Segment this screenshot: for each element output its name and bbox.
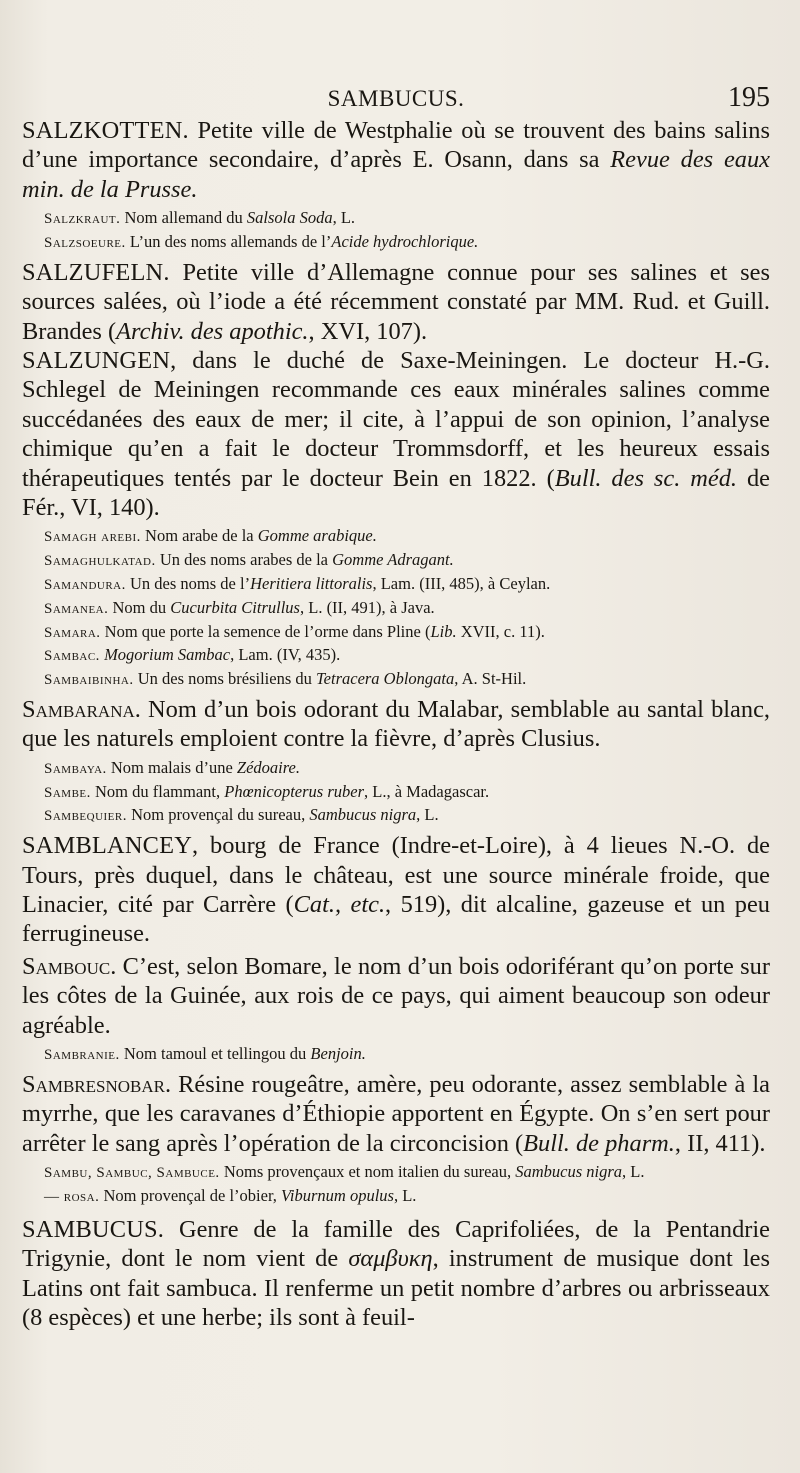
entry-samagh-arebi: Samagh arebi. Nom arabe de la Gomme arabique. (44, 526, 377, 546)
entry-sambranie: Sambranie. Nom tamoul et tellingou du Benjoin. (44, 1044, 366, 1064)
entry-salzsoeure: Salzsoeure. L’un des noms allemands de l’Acide hydrochlorique. (44, 232, 479, 252)
entry-sambaibinha: Sambaibinha. Un des noms brésiliens du Tetracera Oblongata, A. St-Hil. (44, 669, 527, 689)
entry-samara: Samara. Nom que porte la semence de l’orme dans Pline (Lib. XVII, c. 11). (44, 621, 545, 641)
entry-salzungen: SALZUNGEN, dans le duché de Saxe-Meiningen. Le docteur H.-G. Schlegel de Meiningen recommande ces eaux minérales salines comme succédanées des eaux de mer; il cite, à l’appui de son opinion, l’analyse chimique qu’en a fait le docteur Trommsdorff, et les heureux essais thérapeutiques tentés par le docteur Bein en 1822. (Bull. des sc. méd. de Fér., VI, 140). (22, 347, 770, 522)
entry-sambresnobar: Sambresnobar. Résine rougeâtre, amère, peu odorante, assez semblable à la myrrhe, que les caravanes d’Éthiopie apportent en Égypte. On s’en sert pour arrêter le sang après l’opération de la circoncision (Bull. de pharm., II, 411). (22, 1070, 770, 1157)
entry-sambucus: SAMBUCUS. Genre de la famille des Caprifoliées, de la Pentandrie Trigynie, dont le nom vient de σαμβυκη, instrument de musique dont les Latins ont fait sambuca. Il renferme un petit nombre d’arbres ou arbrisseaux (8 espèces) et une herbe; ils sont à feuil- (22, 1215, 770, 1331)
entry-salzkraut: Salzkraut. Nom allemand du Salsola Soda, L. (44, 208, 356, 228)
entry-samanea: Samanea. Nom du Cucurbita Citrullus, L. (II, 491), à Java. (44, 597, 435, 617)
entry-sambac: Sambac. Mogorium Sambac, Lam. (IV, 435). (44, 645, 341, 665)
page-number: 195 (728, 82, 770, 113)
entry-sambarana: Sambarana. Nom d’un bois odorant du Malabar, semblable au santal blanc, que les naturels emploient contre la fièvre, d’après Clusius. (22, 696, 770, 753)
entry-samblancey: SAMBLANCEY, bourg de France (Indre-et-Loire), à 4 lieues N.-O. de Tours, près duquel, dans le château, est une source minérale froide, que Linacier, cité par Carrère (Cat., etc., 519), dit alcaline, gazeuse et un peu ferrugineuse. (22, 832, 770, 948)
entry-samandura: Samandura. Un des noms de l’Heritiera littoralis, Lam. (III, 485), à Ceylan. (44, 574, 551, 594)
entry-salzufeln: SALZUFELN. Petite ville d’Allemagne connue pour ses salines et ses sources salées, où l’iode a été récemment constaté par MM. Rud. et Guill. Brandes (Archiv. des apothic., XVI, 107). (22, 258, 770, 345)
text-column (22, 116, 770, 1332)
entry-salzkotten: SALZKOTTEN. Petite ville de Westphalie où se trouvent des bains salins d’une importance secondaire, d’après E. Osann, dans sa Revue des eaux min. de la Prusse. (22, 117, 770, 203)
entry-sambu: Sambu, Sambuc, Sambuce. Noms provençaux et nom italien du sureau, Sambucus nigra, L. (44, 1162, 645, 1182)
entry-sambequier: Sambequier. Nom provençal du sureau, Sambucus nigra, L. (44, 805, 439, 825)
entry-sambu-rosa: — rosa. Nom provençal de l’obier, Viburnum opulus, L. (44, 1185, 417, 1205)
running-head (22, 82, 770, 116)
running-head-title: SAMBUCUS. (327, 86, 465, 111)
entry-sambe: Sambe. Nom du flammant, Phœnicopterus ruber, L., à Madagascar. (44, 781, 490, 801)
entry-sambouc: Sambouc. C’est, selon Bomare, le nom d’un bois odoriférant qu’on porte sur les côtes de la Guinée, aux rois de ce pays, qui aiment beaucoup son odeur agréable. (22, 952, 770, 1039)
entry-sambaya: Sambaya. Nom malais d’une Zédoaire. (44, 757, 300, 777)
entry-samaghulkatad: Samaghulkatad. Un des noms arabes de la Gomme Adragant. (44, 550, 454, 570)
